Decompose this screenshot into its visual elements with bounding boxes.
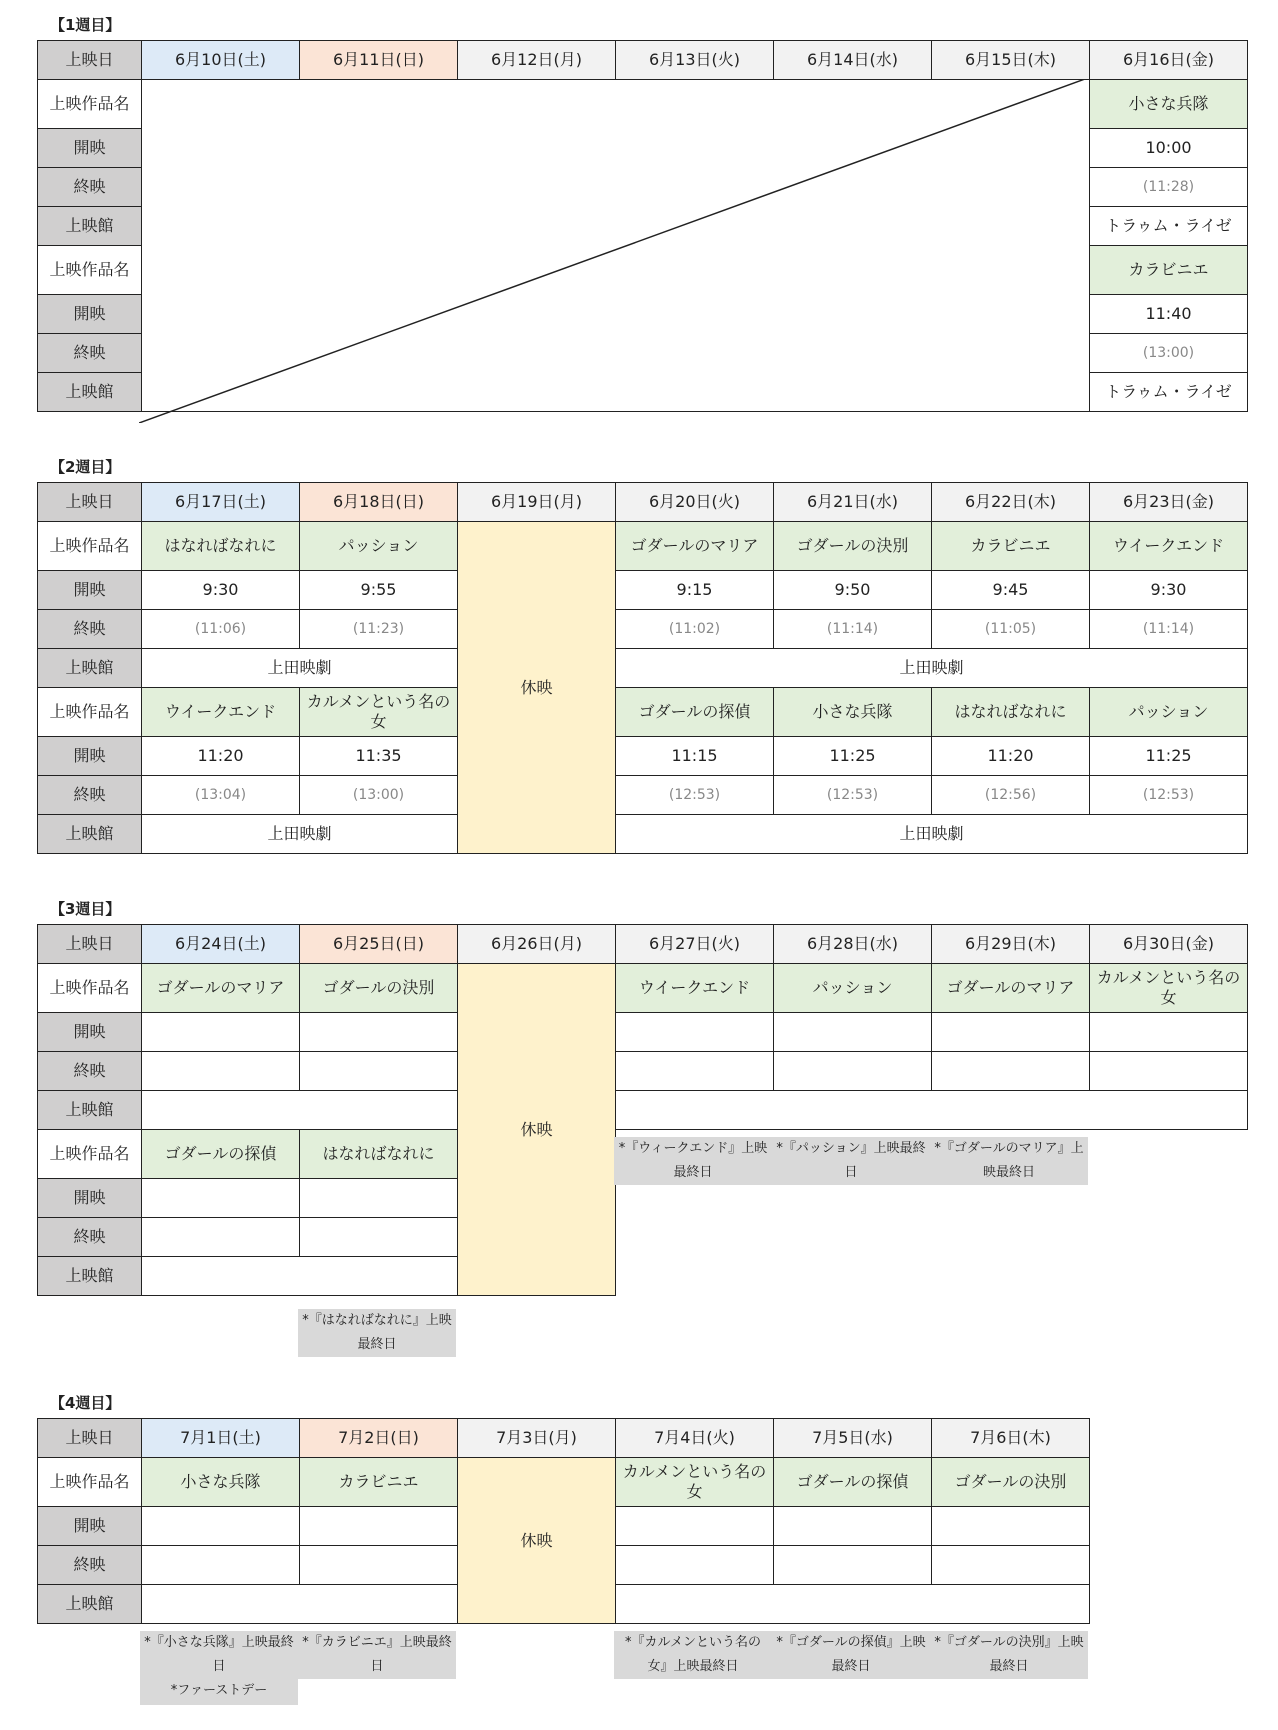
label-start: 開映: [38, 571, 142, 610]
film-cell: ゴダールの探偵: [616, 688, 774, 737]
end-time: (13:00): [300, 776, 458, 815]
start-time: 11:20: [142, 737, 300, 776]
film-cell: カラビニエ: [300, 1458, 458, 1507]
day-3: 6月20日(火): [616, 483, 774, 522]
film-cell: カルメンという名の女: [1090, 964, 1248, 1013]
film-cell: 小さな兵隊: [1090, 80, 1248, 129]
start-time: [300, 1179, 458, 1218]
end-time: (11:23): [300, 610, 458, 649]
day-5: 6月15日(木): [932, 41, 1090, 80]
end-time: (11:14): [774, 610, 932, 649]
venue-cell: [142, 1257, 458, 1296]
film-cell: 小さな兵隊: [774, 688, 932, 737]
venue-cell: [142, 1091, 458, 1130]
end-time: (12:53): [616, 776, 774, 815]
film-cell: ウイークエンド: [142, 688, 300, 737]
start-time: [300, 1013, 458, 1052]
film-cell: カラビニエ: [1090, 246, 1248, 295]
label-film: 上映作品名: [38, 1458, 142, 1507]
film-cell: ゴダールの探偵: [142, 1130, 300, 1179]
start-time: [932, 1507, 1090, 1546]
end-time: (12:53): [774, 776, 932, 815]
venue-cell: 上田映劇: [616, 815, 1248, 854]
label-end: 終映: [38, 776, 142, 815]
venue-cell: 上田映劇: [142, 815, 458, 854]
label-date: 上映日: [38, 925, 142, 964]
diagonal-strike-line: [139, 79, 1085, 423]
start-time: [142, 1013, 300, 1052]
day-0: 7月1日(土): [142, 1419, 300, 1458]
start-time: [774, 1013, 932, 1052]
week4-table: [37, 1418, 1090, 1624]
film-cell: パッション: [1090, 688, 1248, 737]
week3-table: [37, 924, 1248, 1296]
venue-cell: 上田映劇: [616, 649, 1248, 688]
film-cell: カルメンという名の女: [616, 1458, 774, 1507]
start-time: [616, 1013, 774, 1052]
end-time: (12:53): [1090, 776, 1248, 815]
day-4: 7月5日(水): [774, 1419, 932, 1458]
day-2: 6月12日(月): [458, 41, 616, 80]
end-time: [774, 1052, 932, 1091]
day-4: 6月28日(水): [774, 925, 932, 964]
end-time: [932, 1052, 1090, 1091]
end-time: [932, 1546, 1090, 1585]
start-time: [142, 1507, 300, 1546]
end-time: [774, 1546, 932, 1585]
label-end: 終映: [38, 1218, 142, 1257]
last-day-note: *『パッション』上映最終日: [772, 1137, 930, 1185]
label-film: 上映作品名: [38, 246, 142, 295]
film-cell: ゴダールの決別: [774, 522, 932, 571]
start-time: [1090, 1013, 1248, 1052]
end-time: [616, 1546, 774, 1585]
last-day-note: *『ゴダールのマリア』上映最終日: [930, 1137, 1088, 1185]
venue-cell: [142, 1585, 458, 1624]
closed-cell: 休映: [458, 522, 616, 854]
film-cell: ゴダールの決別: [300, 964, 458, 1013]
day-1: 6月25日(日): [300, 925, 458, 964]
film-cell: ウイークエンド: [616, 964, 774, 1013]
day-0: 6月10日(土): [142, 41, 300, 80]
film-cell: カルメンという名の女: [300, 688, 458, 737]
day-2: 7月3日(月): [458, 1419, 616, 1458]
day-1: 6月11日(日): [300, 41, 458, 80]
start-time: 9:15: [616, 571, 774, 610]
end-time: [300, 1052, 458, 1091]
last-day-note: *『カルメンという名の女』上映最終日: [614, 1631, 772, 1679]
end-time: [1090, 1052, 1248, 1091]
label-date: 上映日: [38, 483, 142, 522]
label-end: 終映: [38, 610, 142, 649]
day-0: 6月17日(土): [142, 483, 300, 522]
film-cell: パッション: [300, 522, 458, 571]
day-2: 6月19日(月): [458, 483, 616, 522]
day-2: 6月26日(月): [458, 925, 616, 964]
label-venue: 上映館: [38, 1257, 142, 1296]
label-film: 上映作品名: [38, 522, 142, 571]
end-time: (12:56): [932, 776, 1090, 815]
label-venue: 上映館: [38, 207, 142, 246]
venue-cell: トラゥム・ライゼ: [1090, 207, 1248, 246]
last-day-note: *『ゴダールの探偵』上映最終日: [772, 1631, 930, 1679]
day-3: 6月13日(火): [616, 41, 774, 80]
label-date: 上映日: [38, 1419, 142, 1458]
end-time: [616, 1052, 774, 1091]
end-time: (13:04): [142, 776, 300, 815]
label-end: 終映: [38, 1546, 142, 1585]
label-venue: 上映館: [38, 649, 142, 688]
closed-cell: 休映: [458, 964, 616, 1296]
week4-title: 【4週目】: [50, 1394, 121, 1412]
week2-table: [37, 482, 1248, 854]
film-cell: ゴダールの決別: [932, 1458, 1090, 1507]
venue-cell: 上田映劇: [142, 649, 458, 688]
end-time: [300, 1546, 458, 1585]
label-venue: 上映館: [38, 1091, 142, 1130]
week2-title: 【2週目】: [50, 458, 121, 476]
end-time: [300, 1218, 458, 1257]
venue-cell: トラゥム・ライゼ: [1090, 373, 1248, 412]
end-time: (11:02): [616, 610, 774, 649]
label-film: 上映作品名: [38, 688, 142, 737]
label-date: 上映日: [38, 41, 142, 80]
film-cell: パッション: [774, 964, 932, 1013]
last-day-note: *『カラビニエ』上映最終日: [298, 1631, 456, 1679]
label-end: 終映: [38, 168, 142, 207]
film-cell: カラビニエ: [932, 522, 1090, 571]
label-start: 開映: [38, 737, 142, 776]
start-time: 10:00: [1090, 129, 1248, 168]
last-day-note: *『ゴダールの決別』上映最終日: [930, 1631, 1088, 1679]
day-6: 6月30日(金): [1090, 925, 1248, 964]
first-day-note: *ファーストデー: [140, 1679, 298, 1705]
day-4: 6月14日(水): [774, 41, 932, 80]
label-start: 開映: [38, 1507, 142, 1546]
film-cell: ゴダールのマリア: [616, 522, 774, 571]
end-time: (11:28): [1090, 168, 1248, 207]
label-start: 開映: [38, 295, 142, 334]
film-cell: ゴダールのマリア: [142, 964, 300, 1013]
start-time: [774, 1507, 932, 1546]
end-time: [142, 1546, 300, 1585]
start-time: 9:55: [300, 571, 458, 610]
start-time: 11:40: [1090, 295, 1248, 334]
day-1: 7月2日(日): [300, 1419, 458, 1458]
venue-cell: [616, 1585, 1090, 1624]
film-cell: はなればなれに: [932, 688, 1090, 737]
label-venue: 上映館: [38, 815, 142, 854]
label-venue: 上映館: [38, 1585, 142, 1624]
label-film: 上映作品名: [38, 1130, 142, 1179]
day-3: 6月27日(火): [616, 925, 774, 964]
label-start: 開映: [38, 129, 142, 168]
closed-cell: 休映: [458, 1458, 616, 1624]
week1-title: 【1週目】: [50, 16, 121, 34]
label-end: 終映: [38, 334, 142, 373]
day-5: 7月6日(木): [932, 1419, 1090, 1458]
start-time: 11:15: [616, 737, 774, 776]
day-6: 6月23日(金): [1090, 483, 1248, 522]
week3-title: 【3週目】: [50, 900, 121, 918]
film-cell: はなればなれに: [300, 1130, 458, 1179]
end-time: (11:05): [932, 610, 1090, 649]
label-film: 上映作品名: [38, 80, 142, 129]
start-time: [142, 1179, 300, 1218]
day-5: 6月22日(木): [932, 483, 1090, 522]
label-venue: 上映館: [38, 373, 142, 412]
label-start: 開映: [38, 1013, 142, 1052]
film-cell: ウイークエンド: [1090, 522, 1248, 571]
day-3: 7月4日(火): [616, 1419, 774, 1458]
start-time: 11:25: [1090, 737, 1248, 776]
label-end: 終映: [38, 1052, 142, 1091]
last-day-note: *『小さな兵隊』上映最終日: [140, 1631, 298, 1679]
start-time: 9:45: [932, 571, 1090, 610]
start-time: 9:30: [142, 571, 300, 610]
label-start: 開映: [38, 1179, 142, 1218]
end-time: (11:06): [142, 610, 300, 649]
start-time: [932, 1013, 1090, 1052]
start-time: [300, 1507, 458, 1546]
film-cell: はなればなれに: [142, 522, 300, 571]
end-time: (13:00): [1090, 334, 1248, 373]
day-1: 6月18日(日): [300, 483, 458, 522]
film-cell: ゴダールの探偵: [774, 1458, 932, 1507]
start-time: 9:30: [1090, 571, 1248, 610]
day-6: 6月16日(金): [1090, 41, 1248, 80]
day-4: 6月21日(水): [774, 483, 932, 522]
last-day-note: *『ウィークエンド』上映最終日: [614, 1137, 772, 1185]
last-day-note: *『はなればなれに』上映最終日: [298, 1309, 456, 1357]
end-time: [142, 1218, 300, 1257]
start-time: [616, 1507, 774, 1546]
start-time: 11:20: [932, 737, 1090, 776]
start-time: 11:35: [300, 737, 458, 776]
end-time: [142, 1052, 300, 1091]
venue-cell: [616, 1091, 1248, 1130]
start-time: 11:25: [774, 737, 932, 776]
day-5: 6月29日(木): [932, 925, 1090, 964]
end-time: (11:14): [1090, 610, 1248, 649]
label-film: 上映作品名: [38, 964, 142, 1013]
start-time: 9:50: [774, 571, 932, 610]
film-cell: ゴダールのマリア: [932, 964, 1090, 1013]
day-0: 6月24日(土): [142, 925, 300, 964]
film-cell: 小さな兵隊: [142, 1458, 300, 1507]
